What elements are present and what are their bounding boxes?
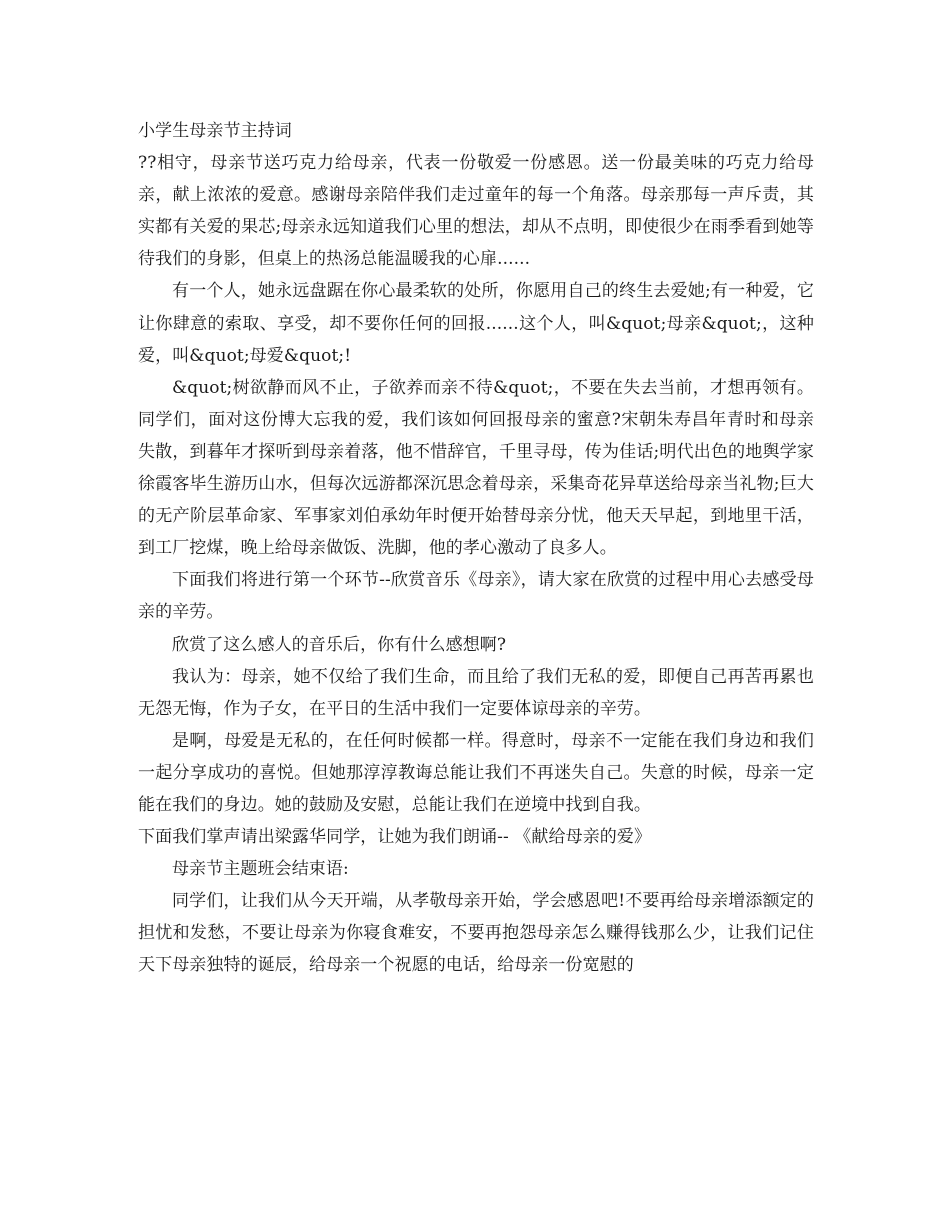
paragraph: ??相守，母亲节送巧克力给母亲，代表一份敬爱一份感恩。送一份最美味的巧克力给母亲，献上浓浓的爱意。感谢母亲陪伴我们走过童年的每一个角落。母亲那每一声斥责，其实都有关爱的果芯;母亲永远知道我们心里的想法，却从不点明，即使很少在雨季看到她等待我们的身影，但桌上的热汤总能温暖我的心扉...... <box>138 153 814 270</box>
paragraph: 有一个人，她永远盘踞在你心最柔软的处所，你愿用自己的终生去爱她;有一种爱，它让你肆意的索取、享受，却不要你任何的回报......这个人，叫&quot;母亲&quot;，这种爱，叫&quot;母爱&quot;! <box>138 281 814 366</box>
paragraph: 欣赏了这么感人的音乐后，你有什么感想啊? <box>172 634 507 655</box>
paragraph: 是啊，母爱是无私的，在任何时候都一样。得意时，母亲不一定能在我们身边和我们一起分享成功的喜悦。但她那淳淳教诲总能让我们不再迷失自己。失意的时候，母亲一定能在我们的身边。她的鼓励及安慰，总能让我们在逆境中找到自我。 <box>138 730 814 815</box>
paragraph: &quot;树欲静而风不止，子欲养而亲不待&quot;，不要在失去当前，才想再领有。同学们，面对这份博大忘我的爱，我们该如何回报母亲的蜜意?宋朝朱寿昌年青时和母亲失散，到暮年才探听到母亲着落，他不惜辞官，千里寻母，传为佳话;明代出色的地舆学家徐霞客毕生游历山水，但每次远游都深沉思念着母亲，采集奇花异草送给母亲当礼物;巨大的无产阶层革命家、军事家刘伯承幼年时便开始替母亲分忧，他天天早起，到地里干活，到工厂挖煤，晚上给母亲做饭、洗脚，他的孝心激动了良多人。 <box>138 377 814 559</box>
paragraph: 同学们，让我们从今天开端，从孝敬母亲开始，学会感恩吧!不要再给母亲增添额定的担忧和发愁，不要让母亲为你寝食难安，不要再抱怨母亲怎么赚得钱那么少，让我们记住天下母亲独特的诞辰，给母亲一个祝愿的电话，给母亲一份宽慰的 <box>138 891 814 976</box>
paragraph: 下面我们掌声请出梁露华同学，让她为我们朗诵-- 《献给母亲的爱》 <box>138 827 652 848</box>
document-title: 小学生母亲节主持词 <box>138 121 292 141</box>
paragraph: 下面我们将进行第一个环节--欣赏音乐《母亲》，请大家在欣赏的过程中用心去感受母亲的辛劳。 <box>138 570 814 623</box>
document-body <box>138 115 814 982</box>
paragraph: 我认为：母亲，她不仅给了我们生命，而且给了我们无私的爱，即便自己再苦再累也无怨无悔，作为子女，在平日的生活中我们一定要体谅母亲的辛劳。 <box>138 666 814 719</box>
section-heading: 母亲节主题班会结束语: <box>172 859 349 880</box>
